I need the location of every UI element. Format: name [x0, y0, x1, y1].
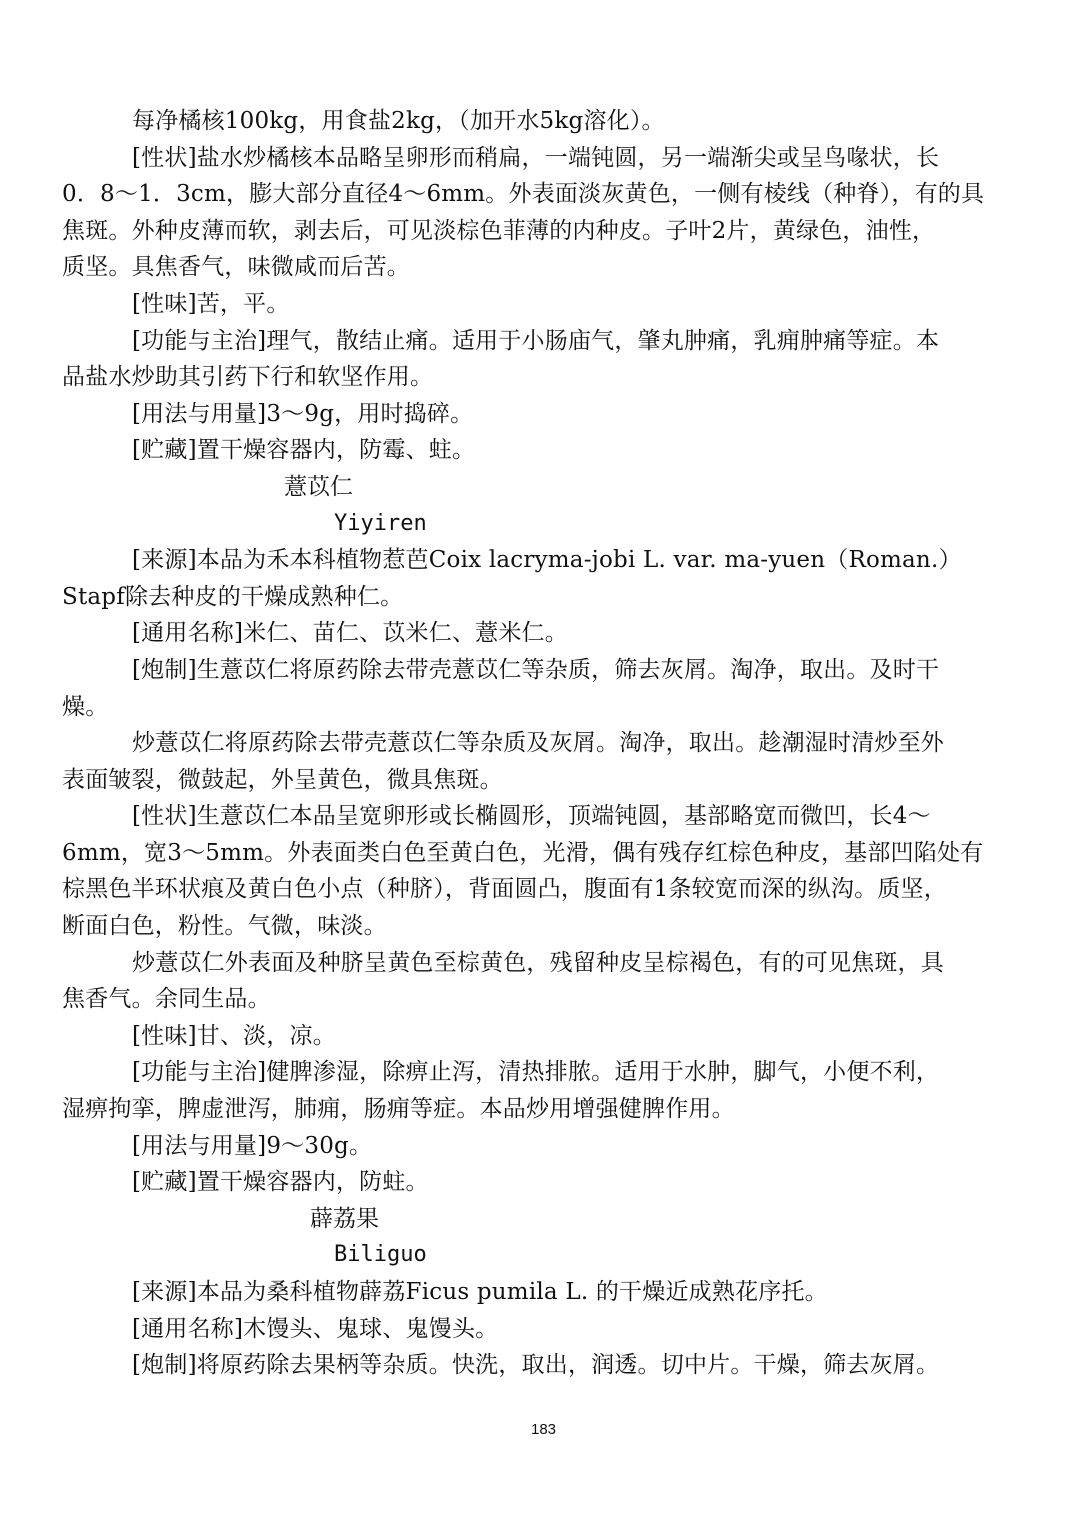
section-juhe-processing [62, 103, 1028, 469]
section-yiyiren [62, 542, 1028, 1201]
text-line: 焦斑。外种皮薄而软，剥去后，可见淡棕色菲薄的内种皮。子叶2片，黄绿色，油性， [62, 217, 936, 244]
text-line: [用法与用量]3～9g，用时捣碎。 [132, 400, 474, 427]
text-line: [性状]盐水炒橘核本品略呈卵形而稍扁，一端钝圆，另一端渐尖或呈鸟喙状，长 [132, 144, 940, 171]
text-line: 6mm，宽3～5mm。外表面类白色至黄白色，光滑，偶有残存红棕色种皮，基部凹陷处有 [62, 839, 984, 866]
text-line: 每净橘核100kg，用食盐2kg，（加开水5kg溶化）。 [132, 108, 665, 134]
text-line: [通用名称]米仁、苗仁、苡米仁、薏米仁。 [132, 620, 568, 647]
document-page [62, 103, 1028, 1384]
text-line: [来源]本品为桑科植物薜荔Ficus pumila L. 的干燥近成熟花序托。 [132, 1279, 828, 1305]
text-line: 品盐水炒助其引药下行和软坚作用。 [62, 364, 434, 391]
text-line: [贮藏]置干燥容器内，防霉、蛀。 [132, 437, 476, 464]
text-line: 棕黑色半环状痕及黄白色小点（种脐），背面圆凸，腹面有1条较宽而深的纵沟。质坚， [62, 876, 947, 903]
text-line: [用法与用量]9～30g。 [132, 1132, 373, 1159]
entry-yiyiren-heading [62, 469, 1028, 542]
text-line: [功能与主治]健脾渗湿，除痹止泻，清热排脓。适用于水肿，脚气，小便不利， [132, 1059, 940, 1086]
entry-title: 薏苡仁 [284, 473, 353, 500]
text-line: [来源]本品为禾本科植物惹芭Coix lacryma-jobi L. var. ma-yuen（Roman.） [132, 547, 962, 574]
text-line: 焦香气。余同生品。 [62, 986, 271, 1013]
text-line: 燥。 [62, 693, 109, 720]
text-line: [炮制]将原药除去果柄等杂质。快洗，取出，润透。切中片。干燥，筛去灰屑。 [132, 1352, 940, 1379]
text-line: [炮制]生薏苡仁将原药除去带壳薏苡仁等杂质，筛去灰屑。淘净，取出。及时干 [132, 656, 940, 683]
text-line: [通用名称]木馒头、鬼球、鬼馒头。 [132, 1315, 499, 1342]
text-line: [性状]生薏苡仁本品呈宽卵形或长椭圆形，顶端钝圆，基部略宽而微凹，长4～ [132, 803, 931, 830]
entry-pinyin: Yiyiren [334, 510, 427, 536]
text-line: 0．8～1．3cm，膨大部分直径4～6mm。外表面淡灰黄色，一侧有棱线（种脊），有的具 [62, 181, 985, 208]
text-line: 炒薏苡仁将原药除去带壳薏苡仁等杂质及灰屑。淘净，取出。趁潮湿时清炒至外 [132, 730, 944, 757]
text-line: [性味]苦，平。 [132, 290, 290, 317]
text-line: [贮藏]置干燥容器内，防蛀。 [132, 1169, 429, 1196]
entry-pinyin: Biliguo [334, 1242, 427, 1268]
entry-biliguo-heading [62, 1201, 1028, 1274]
text-line: [性味]甘、淡，凉。 [132, 1022, 336, 1049]
section-biliguo [62, 1274, 1028, 1384]
entry-title: 薜荔果 [310, 1205, 379, 1232]
text-line: 断面白色，粉性。气微，味淡。 [62, 913, 387, 940]
text-line: 表面皱裂，微鼓起，外呈黄色，微具焦斑。 [62, 766, 503, 793]
text-line: Stapf除去种皮的干燥成熟种仁。 [62, 583, 404, 610]
text-line: 炒薏苡仁外表面及种脐呈黄色至棕黄色，残留种皮呈棕褐色，有的可见焦斑，具 [132, 949, 944, 976]
text-line: 湿痹拘挛，脾虚泄泻，肺痈，肠痈等症。本品炒用增强健脾作用。 [62, 1096, 735, 1123]
text-line: 质坚。具焦香气，味微咸而后苦。 [62, 254, 410, 281]
page-number: 183 [530, 1421, 557, 1438]
text-line: [功能与主治]理气，散结止痛。适用于小肠庙气，肇丸肿痛，乳痈肿痛等症。本 [132, 327, 940, 354]
